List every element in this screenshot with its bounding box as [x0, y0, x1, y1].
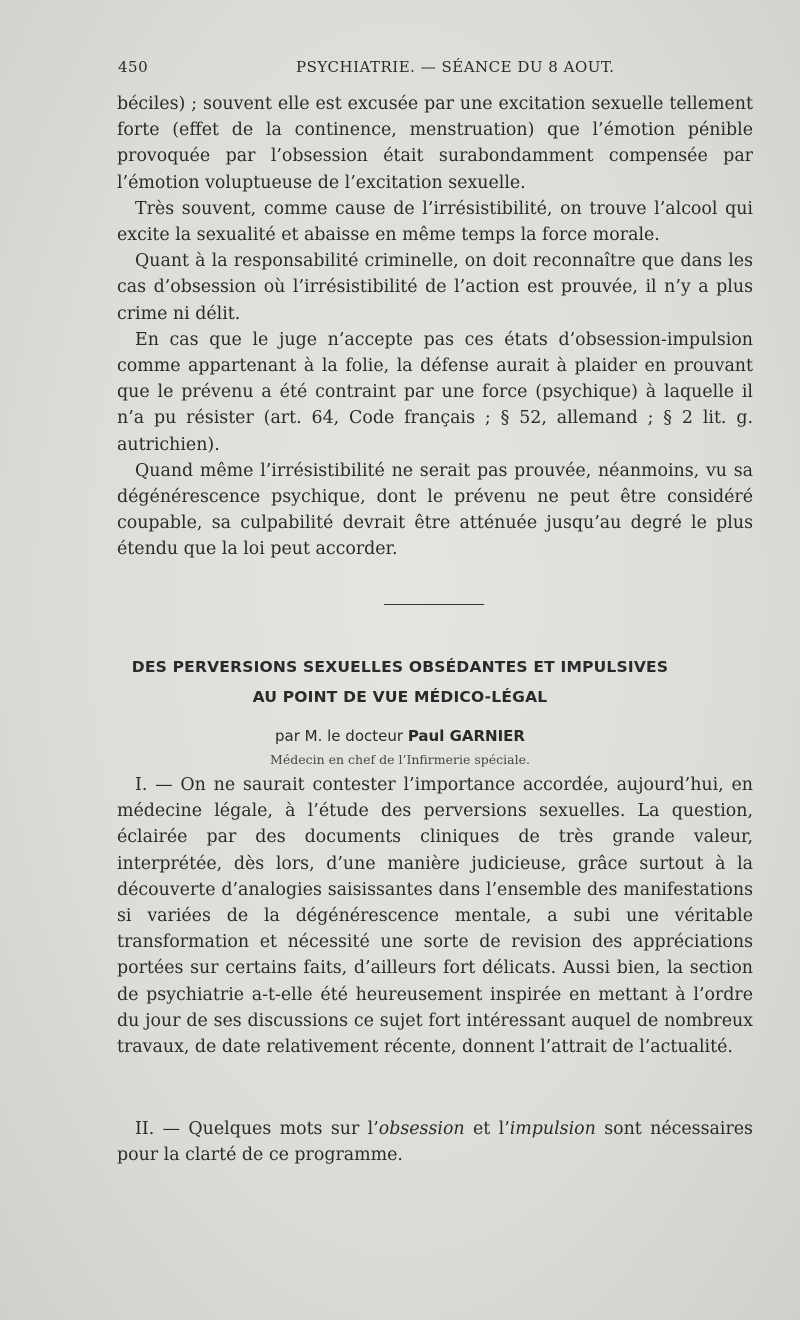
paragraph: Quant à la responsabilité criminelle, on doit reconnaître que dans les cas d’obsession où l’irrésistibilité de l’action est prouvée, il n’y a plus crime ni délit. — [117, 251, 753, 324]
author-affiliation: Médecin en chef de l’Infirmerie spéciale. — [270, 752, 530, 767]
header-title: PSYCHIATRIE. — SÉANCE DU 8 AOUT. — [296, 58, 615, 76]
running-head — [118, 58, 698, 82]
article-title-line-2: AU POINT DE VUE MÉDICO-LÉGAL — [252, 688, 548, 706]
italic-term: obsession — [378, 1119, 465, 1139]
paragraph: En cas que le juge n’accepte pas ces états d’obsession-impulsion comme appartenant à la folie, la défense aurait à plaider en prouvant que le prévenu a été contraint par une force (psychique) à laquelle il n’a pu résister (art. 64, Code français ; § 52, allemand ; § 2 lit. g. autrichien). — [117, 329, 753, 455]
paragraph: I. — On ne saurait contester l’importance accordée, aujourd’hui, en médecine légale, à l’étude des perversions sexuelles. La question, éclairée par des documents cliniques de très grande valeur, interprétée, dès lors, d’une manière judicieuse, grâce surtout à la découverte d’analogies saisissantes dans l’ensemble des manifestations si variées de la dégénérescence mentale, a subi une véritable transformation et nécessité une sorte de revision des appréciations portées sur certains faits, d’ailleurs fort délicats. Aussi bien, la section de psychiatrie a-t-elle été heureusement inspirée en mettant à l’ordre du jour de ses discussions ce sujet fort intéressant auquel de nombreux travaux, de date relativement récente, donnent l’attrait de l’actualité. — [117, 775, 753, 1058]
byline — [100, 727, 700, 745]
article-section-2 — [117, 1116, 753, 1168]
author-name: Paul GARNIER — [407, 727, 525, 745]
paragraph: Quand même l’irrésistibilité ne serait pas prouvée, néanmoins, vu sa dégénérescence psychique, dont le prévenu ne peut être considéré coupable, sa culpabilité devrait être atténuée jusqu’au degré le plus étendu que la loi peut accorder. — [117, 460, 753, 560]
text-run: sont nécessaires pour la clarté de ce programme. — [117, 1119, 753, 1166]
text-run: II. — Quelques mots sur l’ — [135, 1119, 379, 1139]
article-title-line-1: DES PERVERSIONS SEXUELLES OBSÉDANTES ET IMPULSIVES — [131, 658, 669, 676]
paragraph: Très souvent, comme cause de l’irrésistibilité, on trouve l’alcool qui excite la sexualité et abaisse en même temps la force morale. — [117, 198, 753, 246]
paragraph — [117, 1116, 753, 1168]
page-number: 450 — [118, 58, 149, 76]
byline-prefix: par M. le docteur — [275, 727, 408, 745]
text-run: et l’ — [464, 1119, 510, 1139]
section-continuation — [117, 91, 753, 563]
article-section-1 — [117, 772, 753, 1060]
section-divider — [384, 604, 484, 605]
italic-term: impulsion — [509, 1119, 596, 1139]
paragraph: béciles) ; souvent elle est excusée par une excitation sexuelle tellement forte (effet de la continence, menstruation) que l’émotion pénible provoquée par l’obsession était surabondamment compensée par l’émotion voluptueuse de l’excitation sexuelle. — [117, 94, 753, 193]
